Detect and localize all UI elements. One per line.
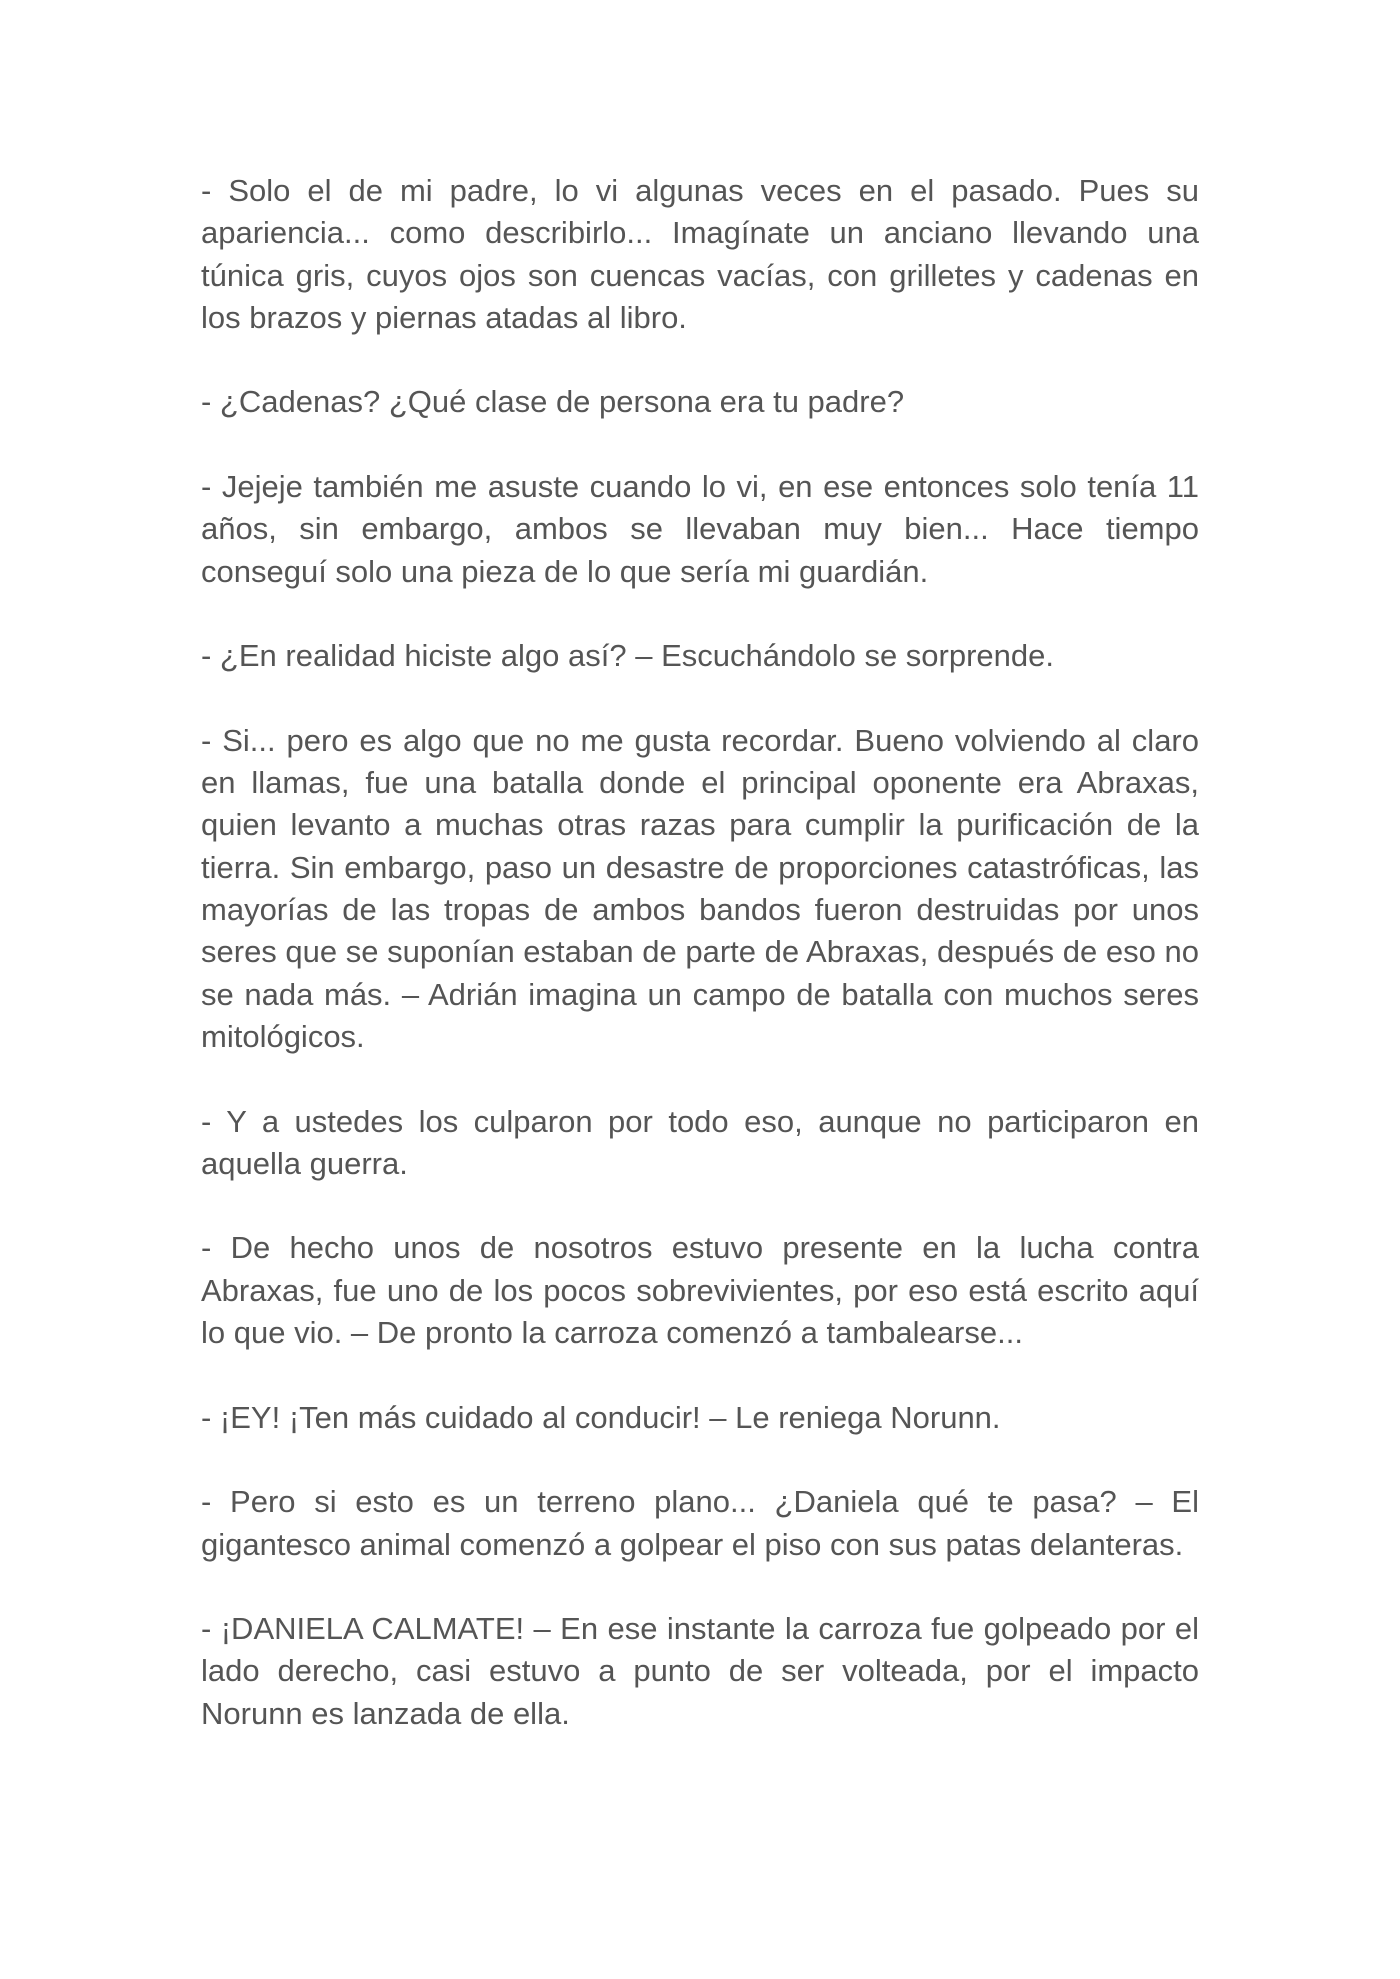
paragraph-3: - Jejeje también me asuste cuando lo vi, en ese entonces solo tenía 11 años, sin embargo, ambos se llevaban muy bien... Hace tiempo conseguí solo una pieza de lo que sería mi guardián.	[201, 469, 1199, 589]
paragraph-2: - ¿Cadenas? ¿Qué clase de persona era tu padre?	[201, 384, 905, 420]
paragraph-10: - ¡DANIELA CALMATE! – En ese instante la carroza fue golpeado por el lado derecho, casi estuvo a punto de ser volteada, por el impacto Norunn es lanzada de ella.	[201, 1611, 1199, 1731]
paragraph-7: - De hecho unos de nosotros estuvo presente en la lucha contra Abraxas, fue uno de los pocos sobrevivientes, por eso está escrito aquí lo que vio. – De pronto la carroza comenzó a tambalearse...	[201, 1230, 1199, 1351]
paragraph-4: - ¿En realidad hiciste algo así? – Escuchándolo se sorprende.	[201, 638, 1054, 674]
paragraph-8: - ¡EY! ¡Ten más cuidado al conducir! – Le reniega Norunn.	[201, 1399, 1001, 1435]
paragraph-5: - Si... pero es algo que no me gusta recordar. Bueno volviendo al claro en llamas, fue una batalla donde el principal oponente era Abraxas, quien levanto a muchas otras razas para cumplir la purificación de la tierra. Sin embargo, paso un desastre de proporciones catastróficas, las mayorías de las tropas de ambos bandos fueron destruidas por unos seres que se suponían estaban de parte de Abraxas, después de eso no se nada más. – Adrián imagina un campo de batalla con muchos seres mitológicos.	[201, 722, 1199, 1054]
document-body	[201, 170, 1199, 1777]
paragraph-6: - Y a ustedes los culparon por todo eso, aunque no participaron en aquella guerra.	[201, 1103, 1199, 1181]
paragraph-1: - Solo el de mi padre, lo vi algunas veces en el pasado. Pues su apariencia... como describirlo... Imagínate un anciano llevando una túnica gris, cuyos ojos son cuencas vacías, con grilletes y cadenas en los brazos y piernas atadas al libro.	[201, 173, 1199, 335]
paragraph-9: - Pero si esto es un terreno plano... ¿Daniela qué te pasa? – El gigantesco animal comenzó a golpear el piso con sus patas delanteras.	[201, 1484, 1199, 1562]
